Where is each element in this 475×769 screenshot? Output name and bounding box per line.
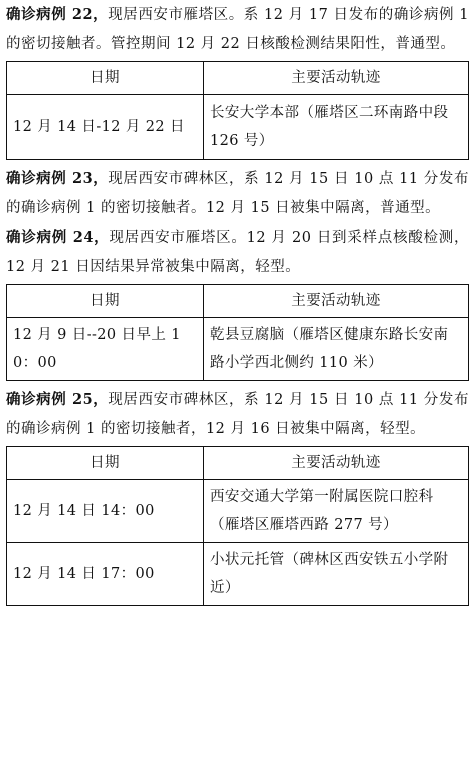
case-22-title: 确诊病例 22， bbox=[6, 6, 109, 23]
case-23-title: 确诊病例 23， bbox=[6, 170, 109, 187]
row-track: 长安大学本部（雁塔区二环南路中段 126 号） bbox=[204, 95, 469, 160]
header-date: 日期 bbox=[7, 285, 204, 318]
table-header-row bbox=[7, 62, 469, 95]
case-22-paragraph bbox=[6, 0, 469, 59]
case-22-text: 现居西安市雁塔区。系 12 月 17 日发布的确诊病例 1 的密切接触者。管控期间 12 月 22 日核酸检测结果阳性，普通型。 bbox=[6, 7, 469, 52]
row-date: 12 月 9 日--20 日早上 10：00 bbox=[7, 318, 204, 381]
case-25-table bbox=[6, 446, 469, 606]
case-25-title: 确诊病例 25， bbox=[6, 391, 109, 408]
case-24-text: 现居西安市雁塔区。12 月 20 日到采样点核酸检测，12 月 21 日因结果异常被集中隔离，轻型。 bbox=[6, 230, 469, 275]
header-track: 主要活动轨迹 bbox=[204, 62, 469, 95]
case-24-paragraph bbox=[6, 223, 469, 282]
case-24-table bbox=[6, 284, 469, 381]
header-date: 日期 bbox=[7, 447, 204, 480]
row-track: 小状元托管（碑林区西安铁五小学附近） bbox=[204, 543, 469, 606]
row-date: 12 月 14 日 14：00 bbox=[7, 480, 204, 543]
case-23-text: 现居西安市碑林区，系 12 月 15 日 10 点 11 分发布的确诊病例 1 的密切接触者。12 月 15 日被集中隔离，普通型。 bbox=[6, 171, 469, 216]
case-24-title: 确诊病例 24， bbox=[6, 229, 110, 246]
row-date: 12 月 14 日 17：00 bbox=[7, 543, 204, 606]
table-header-row bbox=[7, 447, 469, 480]
table-row bbox=[7, 318, 469, 381]
table-row bbox=[7, 95, 469, 160]
header-date: 日期 bbox=[7, 62, 204, 95]
header-track: 主要活动轨迹 bbox=[204, 447, 469, 480]
case-25-text: 现居西安市碑林区，系 12 月 15 日 10 点 11 分发布的确诊病例 1 的密切接触者，12 月 16 日被集中隔离，轻型。 bbox=[6, 392, 469, 437]
case-22-table bbox=[6, 61, 469, 160]
header-track: 主要活动轨迹 bbox=[204, 285, 469, 318]
case-23-paragraph bbox=[6, 164, 469, 223]
row-track: 乾县豆腐脑（雁塔区健康东路长安南路小学西北侧约 110 米） bbox=[204, 318, 469, 381]
table-row bbox=[7, 480, 469, 543]
table-header-row bbox=[7, 285, 469, 318]
row-date: 12 月 14 日-12 月 22 日 bbox=[7, 95, 204, 160]
table-row bbox=[7, 543, 469, 606]
case-25-paragraph bbox=[6, 385, 469, 444]
row-track: 西安交通大学第一附属医院口腔科（雁塔区雁塔西路 277 号） bbox=[204, 480, 469, 543]
